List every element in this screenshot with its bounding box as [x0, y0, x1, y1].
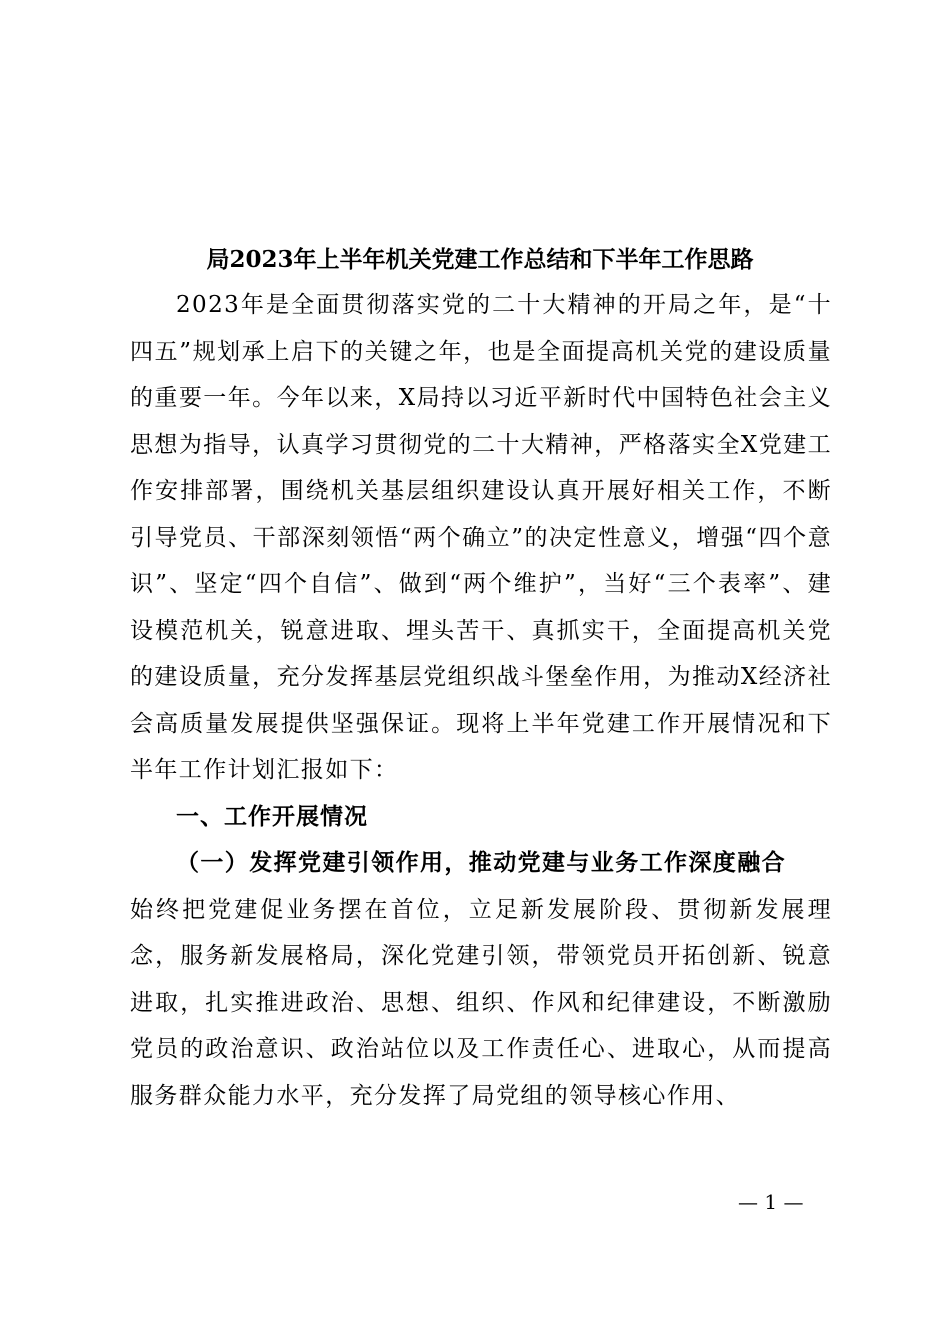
subsection-heading: （一）发挥党建引领作用，推动党建与业务工作深度融合: [176, 849, 786, 876]
document-body: [130, 282, 832, 1119]
subsection-paragraph: 始终把党建促业务摆在首位，立足新发展阶段、贯彻新发展理念，服务新发展格局，深化党建引领，带领党员开拓创新、锐意进取，扎实推进政治、思想、组织、作风和纪律建设，不断激励党员的政治意识、政治站位以及工作责任心、进取心，从而提高服务群众能力水平，充分发挥了局党组的领导核心作用、: [130, 896, 832, 1109]
page-number: — 1 —: [738, 1190, 804, 1214]
section-heading: 一、工作开展情况: [176, 803, 368, 830]
intro-paragraph: 2023年是全面贯彻落实党的二十大精神的开局之年，是“十四五”规划承上启下的关键之年，也是全面提高机关党的建设质量的重要一年。今年以来，X局持以习近平新时代中国特色社会主义思想为指导，认真学习贯彻党的二十大精神，严格落实全X党建工作安排部署，围绕机关基层组织建设认真开展好相关工作，不断引导党员、干部深刻领悟“两个确立”的决定性意义，增强“四个意识”、坚定“四个自信”、做到“两个维护”，当好“三个表率”、建设模范机关，锐意进取、埋头苦干、真抓实干，全面提高机关党的建设质量，充分发挥基层党组织战斗堡垒作用，为推动X经济社会高质量发展提供坚强保证。现将上半年党建工作开展情况和下半年工作计划汇报如下：: [130, 292, 832, 783]
document-title: 局2023年上半年机关党建工作总结和下半年工作思路: [206, 246, 754, 273]
